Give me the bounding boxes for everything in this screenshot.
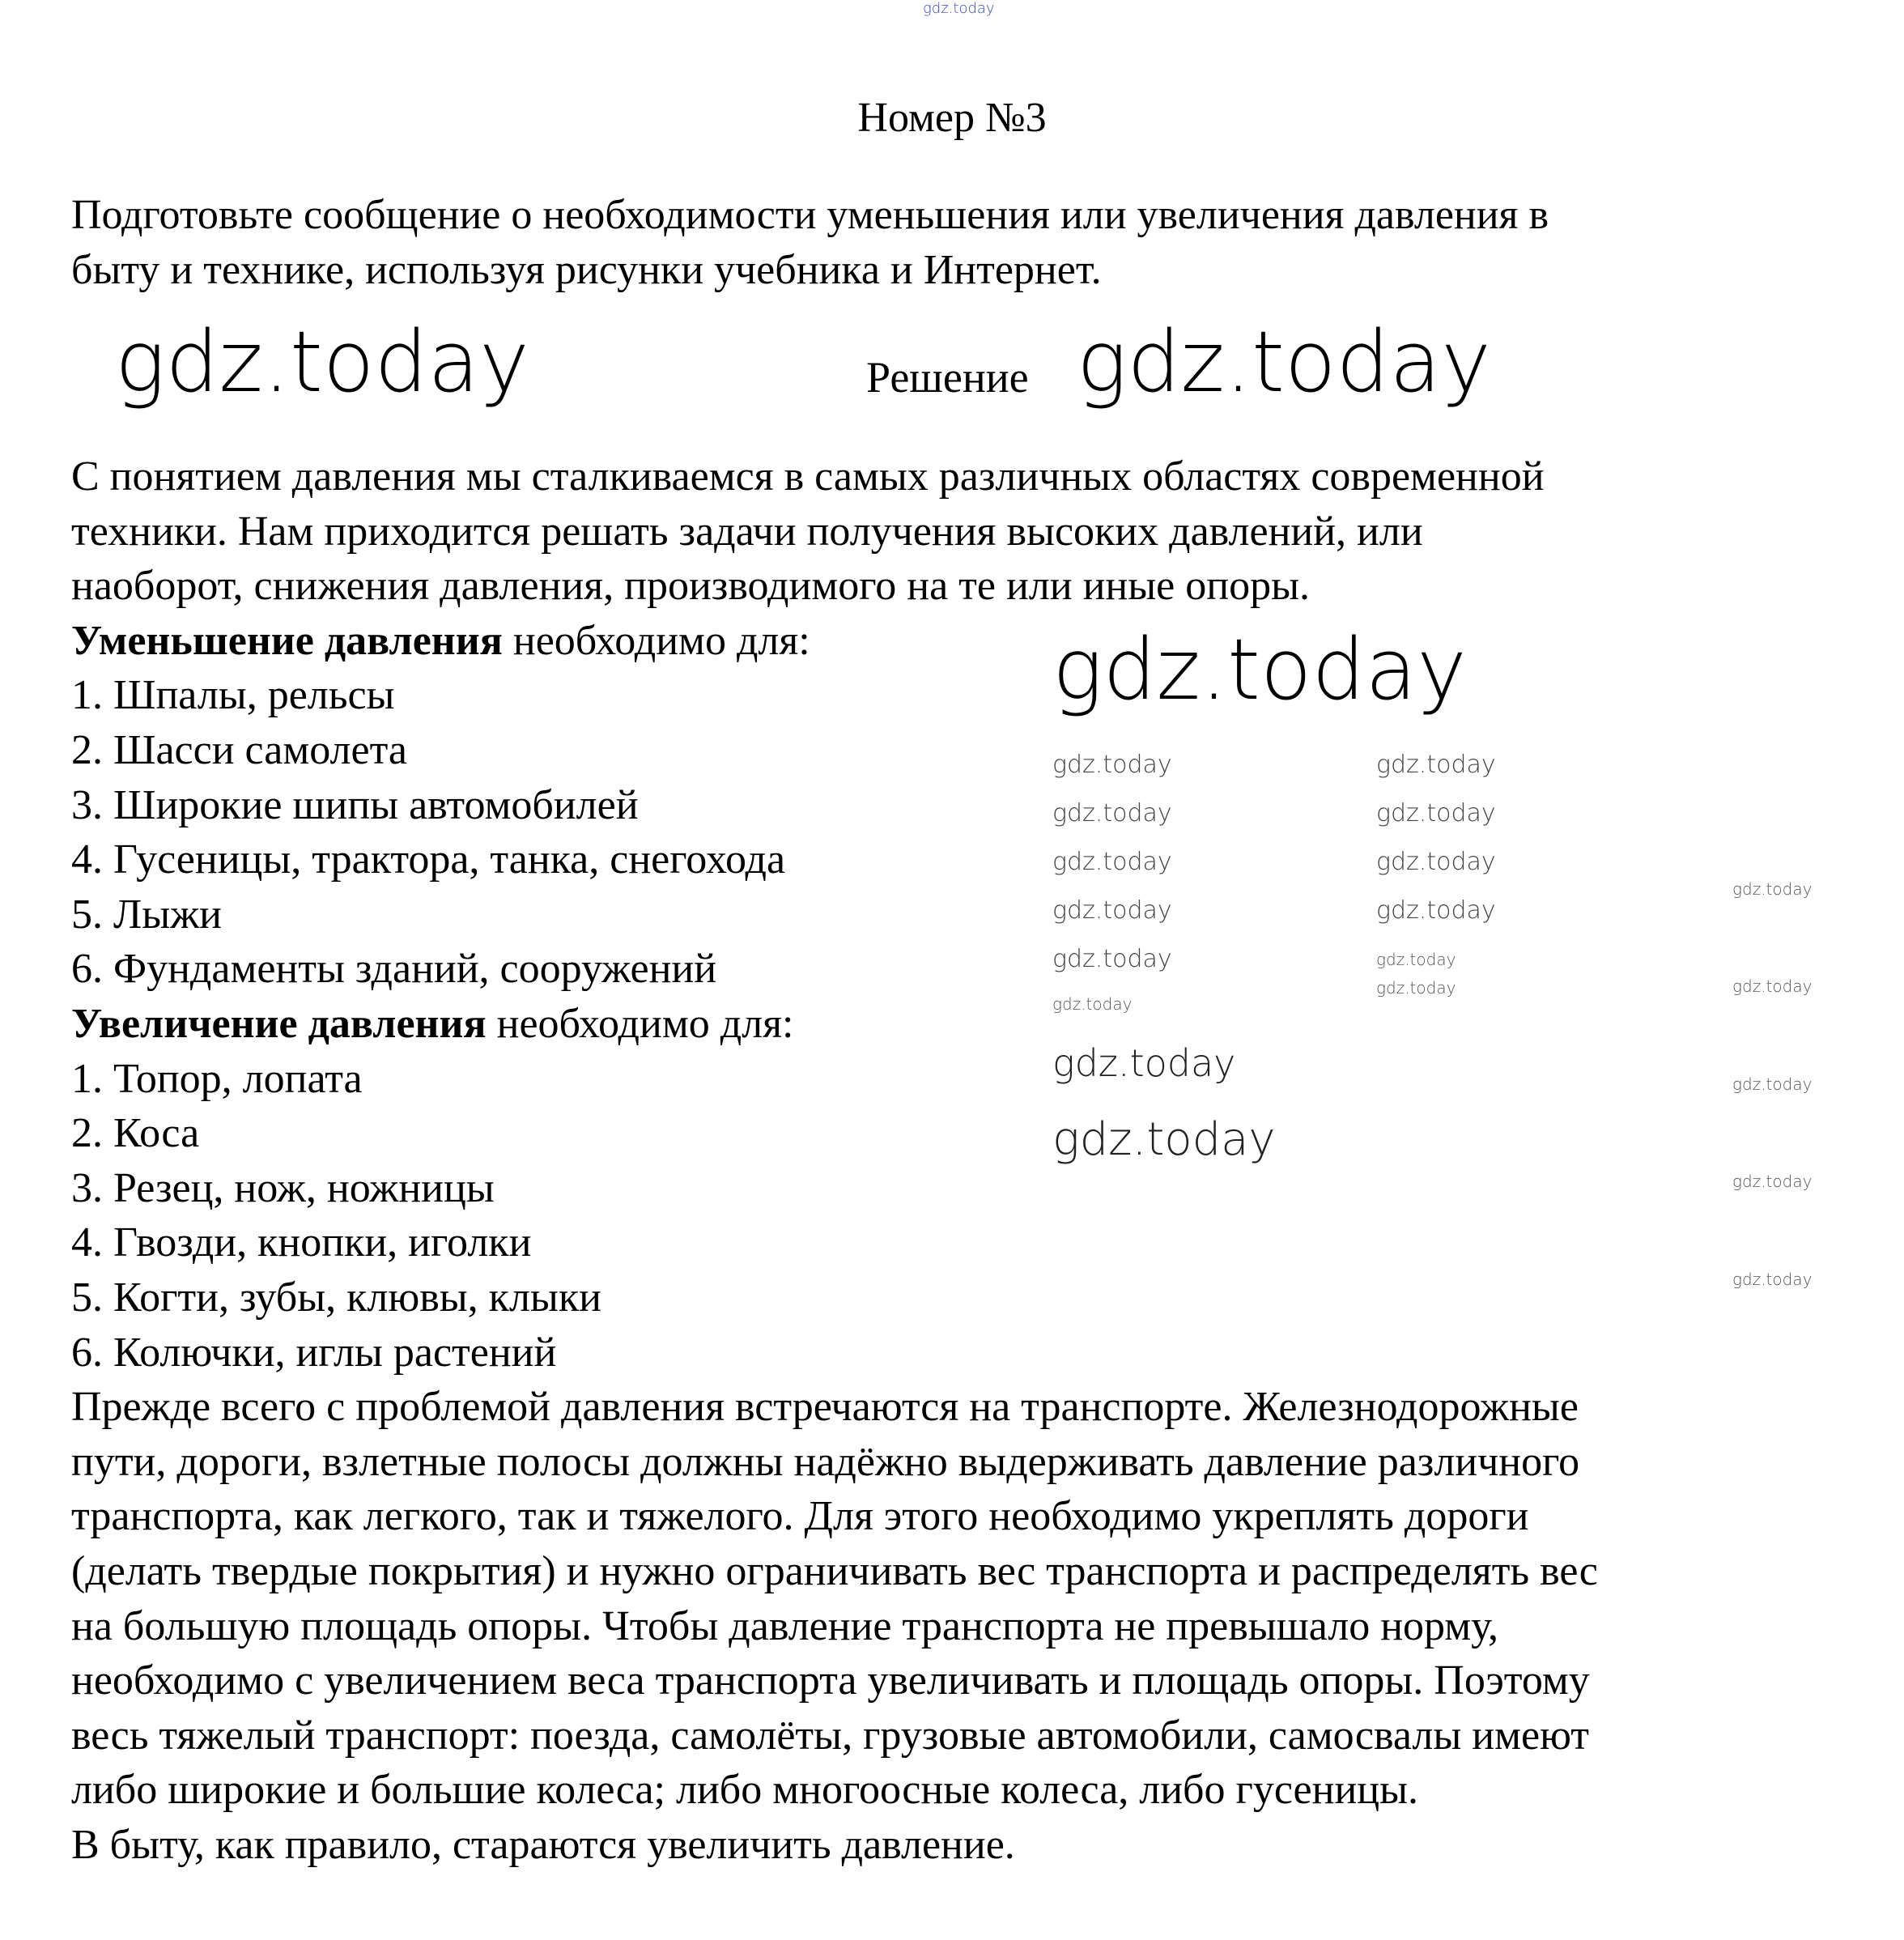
line-text: весь тяжелый транспорт: поезда, самолёты, грузовые автомобили, самосвалы имеют <box>71 1712 1589 1759</box>
text-line <box>71 723 407 778</box>
watermark: gdz.today <box>1052 945 1172 973</box>
watermark: gdz.today <box>1376 950 1456 969</box>
watermark: gdz.today <box>1732 976 1813 996</box>
watermark: gdz.today <box>115 313 529 411</box>
text-line <box>71 668 394 723</box>
line-text: 6. Фундаменты зданий, сооружений <box>71 946 717 993</box>
task-line: Подготовьте сообщение о необходимости уменьшения или увеличения давления в <box>71 192 1549 238</box>
line-text: либо широкие и большие колеса; либо многоосные колеса, либо гусеницы. <box>71 1767 1419 1814</box>
watermark: gdz.today <box>1052 620 1467 719</box>
text-line <box>71 504 1423 559</box>
watermark: gdz.today <box>1052 751 1172 779</box>
line-text: Прежде всего с проблемой давления встречаются на транспорте. Железнодорожные <box>71 1384 1579 1431</box>
watermark: gdz.today <box>1052 848 1172 876</box>
text-line <box>71 1708 1589 1763</box>
section-heading <box>71 997 794 1052</box>
watermark: gdz.today <box>1376 799 1496 827</box>
line-text: на большую площадь опоры. Чтобы давление транспорта не превышало норму, <box>71 1602 1498 1649</box>
text-line <box>71 559 1310 614</box>
watermark: gdz.today <box>1077 313 1491 411</box>
watermark: gdz.today <box>1732 1074 1813 1094</box>
header-watermark: gdz.today <box>923 0 995 17</box>
text-line <box>71 1325 556 1381</box>
watermark: gdz.today <box>1376 848 1496 876</box>
text-line <box>71 887 222 942</box>
watermark: gdz.today <box>1376 978 1456 998</box>
line-text: 3. Широкие шипы автомобилей <box>71 781 639 828</box>
line-text: 2. Шасси самолета <box>71 727 408 773</box>
watermark: gdz.today <box>1052 896 1172 925</box>
text-line <box>71 778 639 833</box>
text-line <box>71 1544 1598 1599</box>
line-text: С понятием давления мы сталкиваемся в самых различных областях современной <box>71 453 1545 500</box>
text-line <box>71 832 785 887</box>
text-line <box>71 1489 1528 1544</box>
line-text: наоборот, снижения давления, производимого на те или иные опоры. <box>71 563 1311 610</box>
text-line <box>71 1763 1418 1818</box>
text-line <box>71 1161 495 1216</box>
section-heading <box>71 614 810 669</box>
bold-text: Уменьшение давления <box>71 617 503 664</box>
watermark: gdz.today <box>1732 879 1813 899</box>
text-line <box>71 942 716 997</box>
bold-text: Увеличение давления <box>71 1001 487 1047</box>
line-text: 1. Топор, лопата <box>71 1055 363 1102</box>
text-line <box>71 1380 1579 1435</box>
watermark: gdz.today <box>1732 1270 1813 1289</box>
line-text: 3. Резец, нож, ножницы <box>71 1164 495 1211</box>
line-text: 1. Шпалы, рельсы <box>71 672 395 719</box>
text-line <box>71 1106 199 1161</box>
text-line <box>71 1599 1498 1654</box>
text-line <box>71 449 1545 504</box>
line-text: транспорта, как легкого, так и тяжелого. Для этого необходимо укреплять дороги <box>71 1493 1529 1540</box>
line-text: 5. Лыжи <box>71 891 222 938</box>
line-text: 6. Колючки, иглы растений <box>71 1329 557 1376</box>
line-text: В быту, как правило, стараются увеличить давление. <box>71 1822 1015 1868</box>
text-line <box>71 1270 601 1325</box>
line-text: (делать твердые покрытия) и нужно ограничивать вес транспорта и распределять вес <box>71 1548 1598 1594</box>
task-line: быту и технике, используя рисунки учебника и Интернет. <box>71 247 1102 293</box>
text-line <box>71 1653 1590 1708</box>
watermark: gdz.today <box>1376 751 1496 779</box>
text-line <box>71 1215 531 1270</box>
line-text: необходимо для: <box>486 1001 794 1047</box>
line-text: 5. Когти, зубы, клювы, клыки <box>71 1274 601 1321</box>
watermark: gdz.today <box>1376 896 1496 925</box>
line-text: необходимо с увеличением веса транспорта увеличивать и площадь опоры. Поэтому <box>71 1657 1590 1704</box>
watermark: gdz.today <box>1052 799 1172 827</box>
solution-label: Решение <box>866 353 1029 402</box>
line-text: 4. Гвозди, кнопки, иголки <box>71 1219 532 1266</box>
line-text: техники. Нам приходится решать задачи получения высоких давлений, или <box>71 508 1423 555</box>
watermark: gdz.today <box>1052 1041 1236 1085</box>
line-text: 2. Коса <box>71 1110 200 1157</box>
text-line <box>71 1435 1579 1490</box>
watermark: gdz.today <box>1052 1113 1276 1166</box>
watermark: gdz.today <box>1732 1172 1813 1191</box>
line-text: пути, дороги, взлетные полосы должны надёжно выдерживать давление различного <box>71 1438 1580 1485</box>
page-title: Номер №3 <box>857 95 1047 141</box>
line-text: необходимо для: <box>502 617 810 664</box>
watermark: gdz.today <box>1052 994 1133 1014</box>
text-line <box>71 1052 363 1107</box>
text-line <box>71 1818 1015 1873</box>
line-text: 4. Гусеницы, трактора, танка, снегохода <box>71 836 786 883</box>
